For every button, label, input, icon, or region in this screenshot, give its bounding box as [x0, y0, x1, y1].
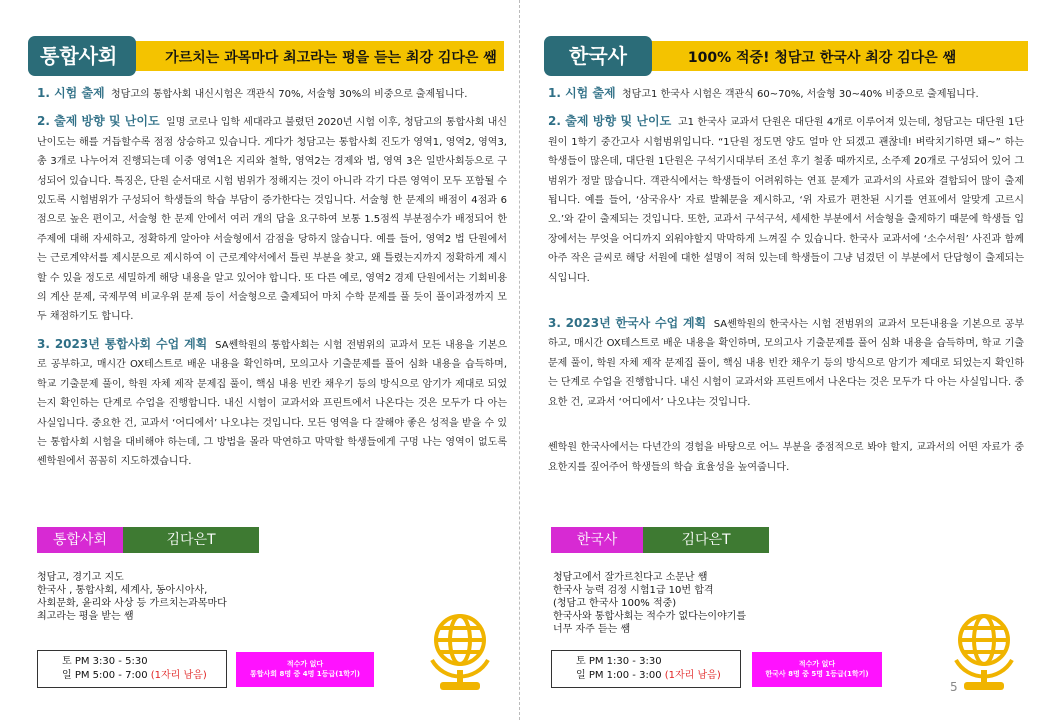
subject-badge: 통합사회	[37, 527, 123, 553]
teacher-badge: 김다은T	[123, 527, 259, 553]
intro-line: 청담고, 경기고 지도	[37, 572, 124, 583]
section-heading: 3. 2023년 통합사회 수업 계획	[37, 336, 208, 351]
subject-badge: 한국사	[551, 527, 643, 553]
section-2	[548, 112, 1024, 288]
seat-note: (1자리 남음)	[664, 670, 721, 681]
intro-line: 한국사 , 통합사회, 세계사, 동아시아사,	[37, 585, 208, 596]
schedule-time: 토 PM 1:30 - 3:30	[576, 656, 662, 667]
section-3	[37, 335, 507, 472]
schedule-box	[551, 650, 741, 688]
intro-line: 청담고에서 잘가르친다고 소문난 쌤	[553, 572, 708, 583]
badge-line: 통합사회 8명 중 4명 1등급(1학기)	[249, 670, 360, 678]
schedule-line	[62, 669, 226, 683]
slogan-bar	[88, 41, 504, 71]
intro-line: (청담고 한국사 100% 적중)	[553, 598, 677, 609]
section-2	[37, 112, 507, 326]
section-1	[548, 84, 1024, 104]
badge-line: 한국사 8명 중 5명 1등급(1학기)	[765, 670, 869, 678]
section-3	[548, 314, 1024, 412]
header-right	[544, 36, 1028, 76]
intro-line: 사회문화, 윤리와 사상 등 가르치는과목마다	[37, 598, 227, 609]
section-text: 청담고1 한국사 시험은 객관식 60~70%, 서술형 30~40% 비중으로 출제됩니다.	[622, 89, 979, 100]
section-text: 일명 코로나 입학 세대라고 불렸던 2020년 시험 이후, 청담고의 통합사회 내신 난이도는 해를 거듭할수록 점점 상승하고 있습니다. 게다가 청담고는 통합사회 진도가 영역1, 영역2, 영역3, 총 3개로 나누어져 진행되는데 이중 영역1은 지리와 철학, 영역2는 경제와 법, 영역 3은 일반사회등으로 구성되어 있습니다. 특징은, 단원 순서대로 시험 범위가 정해지는 것이 아니라 각기 다른 영역이 모두 포함될 수 있도록 시험범위가 구성되어 학생들의 학습 부담이 증가한다는 것입니다. 서술형 한 문제의 배점이 4점과 6점으로 높은 편이고, 서술형 한 문제 안에서 여러 개의 답을 요구하여 보통 1.5점씩 부분점수가 배정되어 한 주제에 대해 자세하고, 정확하게 알아야 서술형에서 감점을 당하지 않습니다. 예를 들어, 영역2 법 단원에서는 근로계약서를 제시문으로 제시하여 이 근로계약서에서 틀린 부분을 찾고, 왜 틀렸는지까지 정확하게 제시할 수 있을 정도로 세밀하게 해당 내용을 알고 있어야 합니다. 또 다른 예로, 영역2 경제 단원에서는 기회비용의 계산 문제, 국제무역 비교우위 문제 등이 서술형으로 출제되어 마치 수학 문제를 풀 듯이 풀이과정까지 모두 채점하기도 합니다.	[37, 117, 508, 323]
header-left	[28, 36, 504, 76]
schedule-time: 일 PM 1:00 - 3:00	[576, 670, 662, 681]
badge-line: 적수가 없다	[286, 660, 324, 668]
section-heading: 2. 출제 방향 및 난이도	[548, 114, 672, 129]
intro-line: 한국사와 통합사회는 적수가 없다는이야기를	[553, 611, 747, 622]
section-heading: 1. 시험 출제	[37, 86, 105, 100]
body-left	[37, 84, 507, 480]
slogan: 가르치는 과목마다 최고라는 평을 듣는 최강 김다은 쌤	[165, 50, 497, 66]
slogan: 100% 적중! 청담고 한국사 최강 김다은 쌤	[687, 50, 957, 66]
globe-icon	[948, 604, 1020, 696]
schedule-line	[576, 655, 740, 669]
section-heading: 1. 시험 출제	[548, 86, 616, 100]
section-text: 쎈학원 한국사에서는 다년간의 경험을 바탕으로 어느 부분을 중점적으로 봐야 할지, 교과서의 어떤 자료가 중요한지를 짚어주어 학생들의 학습 효율성을 높여줍니다.	[548, 442, 1024, 473]
achievement-badge	[752, 652, 882, 687]
page-number: 5	[950, 680, 958, 694]
section-1	[37, 84, 507, 104]
section-heading: 2. 출제 방향 및 난이도	[37, 114, 160, 129]
schedule-time: 일 PM 5:00 - 7:00	[62, 670, 148, 681]
page-right	[520, 0, 1040, 720]
achievement-badge	[236, 652, 374, 687]
subject-tag: 통합사회	[28, 36, 136, 76]
intro-line: 너무 자주 듣는 쌤	[553, 624, 631, 635]
schedule-line	[576, 669, 740, 683]
intro-line: 최고라는 평을 받는 쌤	[37, 611, 134, 622]
teacher-intro	[553, 571, 746, 636]
slogan-bar	[616, 41, 1028, 71]
section-text: SA쎈학원의 통합사회는 시험 전범위의 교과서 모든 내용을 기본으로 공부하고, 매시간 OX테스트로 배운 내용을 확인하며, 모의고사 기출문제를 풀어 심화 내용을 습득하며, 학교 기출문제 풀이, 학원 자체 제작 문제집 풀이, 핵심 내용 빈칸 채우기 등의 방식으로 암기가 제대로 되었는지 확인하는 단계로 수업을 진행합니다. 내신 시험이 교과서와 프린트에서 나온다는 것은 모두가 다 아는 사실입니다. 중요한 건, 교과서 ‘어디에서’ 나오냐는 것입니다. 모든 영역을 다 잘해야 좋은 성적을 받을 수 있는 통합사회 시험을 대비해야 하는데, 그 방법을 몰라 막연하고 막막할 학생들에게 구멍 나는 영역이 없도록 쎈학원에서 꼼꼼히 지도하겠습니다.	[37, 339, 507, 468]
teacher-badge: 김다은T	[643, 527, 769, 553]
schedule-time: 토 PM 3:30 - 5:30	[62, 656, 148, 667]
section-text: SA쎈학원의 한국사는 시험 전범위의 교과서 모든내용을 기본으로 공부하고, 매시간 OX테스트로 배운 내용을 확인하며, 모의고사 기출문제를 풀어 심화 내용을 습득하며, 학교 기출문제 풀이, 학원 자체 제작 문제집 풀이, 핵심 내용 빈칸 채우기 등의 방식으로 암기가 제대로 되었는지 확인하는 단계로 수업을 진행합니다. 내신 시험이 교과서와 프린트에서 나온다는 것은 모두가 다 아는 사실입니다. 중요한 건, 교과서 ‘어디에서’ 나오냐는 것입니다.	[548, 319, 1025, 408]
schedule-line	[62, 655, 226, 669]
body-right	[548, 84, 1024, 485]
globe-icon	[424, 604, 496, 696]
section-text: 고1 한국사 교과서 단원은 대단원 4개로 이루어져 있는데, 청담고는 대단원 1단원이 1학기 중간고사 시험범위입니다. “1단원 정도면 양도 얼마 안 되겠고 괜찮네! 벼락치기하면 돼~” 하는 학생들이 많은데, 대단원 1단원은 구석기시대부터 조선 후기 철종 때까지로, 소주제 20개로 구성되어 있어 그 범위가 정말 많습니다. 객관식에서는 학생들이 어려워하는 연표 문제가 교과서의 사료와 결합되어 많이 출제됩니다. 예를 들어, ‘삼국유사’ 자료 발췌문을 제시하고, ‘위 자료가 편찬된 시기를 연표에서 알맞게 고르시오.’와 같이 출제되는 것입니다. 또한, 교과서 구석구석, 세세한 부분에서 서술형을 출제하기 때문에 학생들 입장에서는 무엇을 어디까지 외워야할지 막막하게 느껴질 수 있습니다. 한국사 교과서에 ‘소수서원’ 사진과 함께 아주 작은 글씨로 해당 서원에 대한 설명이 적혀 있는데 학생들이 그냥 넘겼던 이 부분에서 단답형이 출제되는 식입니다.	[548, 117, 1025, 284]
subject-tag: 한국사	[544, 36, 652, 76]
badge-line: 적수가 없다	[798, 660, 836, 668]
seat-note: (1자리 남음)	[150, 670, 207, 681]
section-heading: 3. 2023년 한국사 수업 계획	[548, 316, 707, 331]
schedule-box	[37, 650, 227, 688]
section-text: 청담고의 통합사회 내신시험은 객관식 70%, 서술형 30%의 비중으로 출제됩니다.	[111, 89, 468, 100]
teacher-intro	[37, 571, 227, 623]
intro-line: 한국사 능력 검정 시험1급 10번 합격	[553, 585, 714, 596]
section-closing	[548, 438, 1024, 477]
